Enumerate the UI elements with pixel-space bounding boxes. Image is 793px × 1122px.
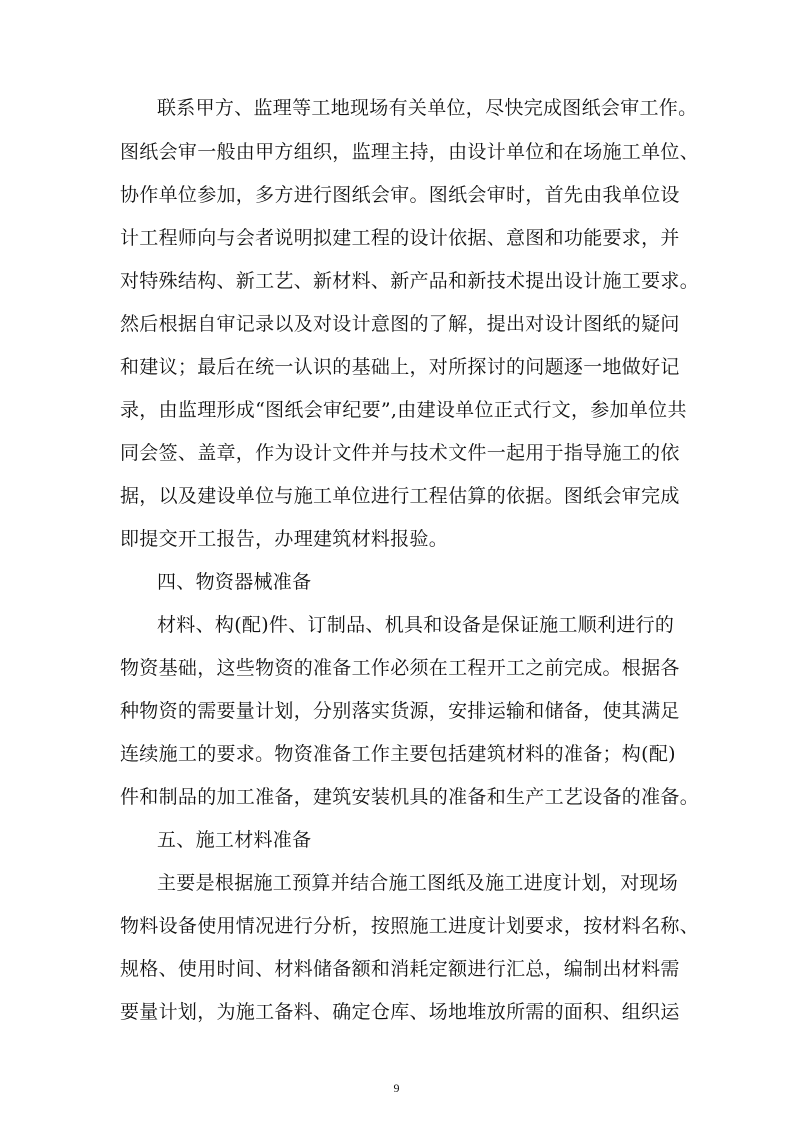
paragraph-line: 种物资的需要量计划，分别落实货源，安排运输和储备，使其满足	[120, 700, 680, 722]
paragraph-line: 协作单位参加，多方进行图纸会审。图纸会审时，首先由我单位设	[120, 184, 680, 206]
paragraph-line: 即提交开工报告，办理建筑材料报验。	[120, 528, 449, 550]
paragraph-line: 同会签、盖章，作为设计文件并与技术文件一起用于指导施工的依	[120, 442, 680, 464]
paragraph-line: 联系甲方、监理等工地现场有关单位，尽快完成图纸会审工作。	[157, 97, 698, 119]
paragraph-line: 据，以及建设单位与施工单位进行工程估算的依据。图纸会审完成	[120, 485, 680, 507]
paragraph-line: 连续施工的要求。物资准备工作主要包括建筑材料的准备；构(配)	[120, 743, 676, 765]
page-number: 9	[393, 1081, 400, 1095]
paragraph-line: 和建议；最后在统一认识的基础上，对所探讨的问题逐一地做好记	[120, 356, 680, 378]
paragraph-line: 要量计划，为施工备料、确定仓库、场地堆放所需的面积、组织运	[120, 1001, 680, 1023]
section-heading-materials-equipment: 四、物资器械准备	[157, 571, 312, 593]
paragraph-line: 图纸会审一般由甲方组织，监理主持，由设计单位和在场施工单位、	[120, 141, 700, 163]
paragraph-line: 规格、使用时间、材料储备额和消耗定额进行汇总，编制出材料需	[120, 958, 680, 980]
paragraph-line: 物资基础，这些物资的准备工作必须在工程开工之前完成。根据各	[120, 657, 680, 679]
paragraph-line: 录，由监理形成“图纸会审纪要”,由建设单位正式行文，参加单位共	[120, 399, 687, 421]
paragraph-line: 计工程师向与会者说明拟建工程的设计依据、意图和功能要求，并	[120, 227, 680, 249]
paragraph-line: 材料、构(配)件、订制品、机具和设备是保证施工顺利进行的	[157, 614, 675, 636]
paragraph-line: 主要是根据施工预算并结合施工图纸及施工进度计划，对现场	[157, 872, 679, 894]
section-heading-construction-materials: 五、施工材料准备	[157, 829, 312, 851]
paragraph-line: 件和制品的加工准备，建筑安装机具的准备和生产工艺设备的准备。	[120, 786, 700, 808]
paragraph-line: 对特殊结构、新工艺、新材料、新产品和新技术提出设计施工要求。	[120, 270, 700, 292]
paragraph-line: 物料设备使用情况进行分析，按照施工进度计划要求，按材料名称、	[120, 915, 700, 937]
paragraph-line: 然后根据自审记录以及对设计意图的了解，提出对设计图纸的疑问	[120, 313, 680, 335]
